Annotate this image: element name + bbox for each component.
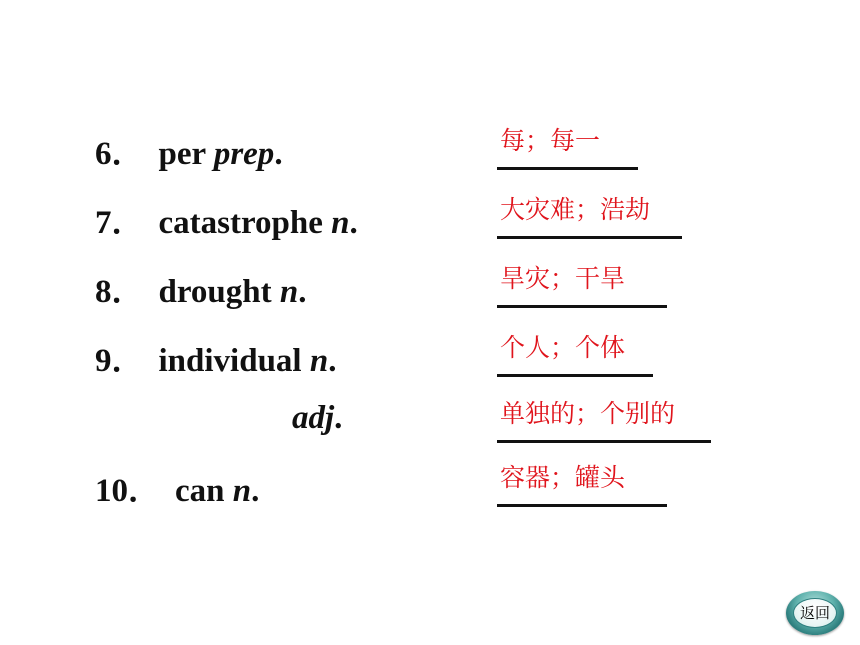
punctuation: . xyxy=(334,400,343,436)
vocab-term xyxy=(95,464,259,511)
punctuation: . xyxy=(328,343,337,379)
item-number: 9． xyxy=(95,343,145,379)
answer-blank xyxy=(497,464,667,507)
vocab-row xyxy=(0,400,860,460)
part-of-speech: n xyxy=(331,205,350,241)
part-of-speech: n xyxy=(279,274,299,310)
answer-text: 单独的；个别的 xyxy=(500,399,676,428)
vocab-row xyxy=(0,334,860,394)
answer-blank xyxy=(497,400,711,443)
punctuation: . xyxy=(349,205,358,241)
word: can xyxy=(175,473,233,509)
answer-blank xyxy=(497,265,667,308)
item-number: 6． xyxy=(95,136,145,172)
answer-blank xyxy=(497,196,682,239)
word: catastrophe xyxy=(158,205,332,241)
vocab-term xyxy=(95,196,358,243)
answer-text: 大灾难；浩劫 xyxy=(500,195,651,224)
part-of-speech: adj xyxy=(292,400,335,436)
vocab-term xyxy=(292,400,342,437)
punctuation: . xyxy=(274,136,283,172)
part-of-speech: n xyxy=(309,343,329,379)
vocab-row xyxy=(0,127,860,187)
vocab-term xyxy=(95,334,336,381)
word: drought xyxy=(158,274,280,310)
part-of-speech: prep xyxy=(213,136,275,172)
vocab-term xyxy=(95,265,306,312)
answer-text: 每；每一 xyxy=(500,126,601,155)
punctuation: . xyxy=(251,473,260,509)
vocab-term xyxy=(95,127,283,174)
word: individual xyxy=(158,343,310,379)
vocab-row xyxy=(0,265,860,325)
item-number: 8． xyxy=(95,274,145,310)
back-button[interactable] xyxy=(786,591,844,635)
part-of-speech: n xyxy=(232,473,252,509)
answer-text: 个人；个体 xyxy=(500,333,626,362)
answer-blank xyxy=(497,334,653,377)
answer-blank xyxy=(497,127,638,170)
vocab-row xyxy=(0,464,860,524)
answer-text: 旱灾；干旱 xyxy=(500,264,626,293)
item-number: 10． xyxy=(95,473,161,509)
answer-text: 容器；罐头 xyxy=(500,463,626,492)
item-number: 7． xyxy=(95,205,145,241)
vocab-row xyxy=(0,196,860,256)
punctuation: . xyxy=(298,274,307,310)
back-button-label: 返回 xyxy=(793,598,837,628)
word: per xyxy=(158,136,214,172)
